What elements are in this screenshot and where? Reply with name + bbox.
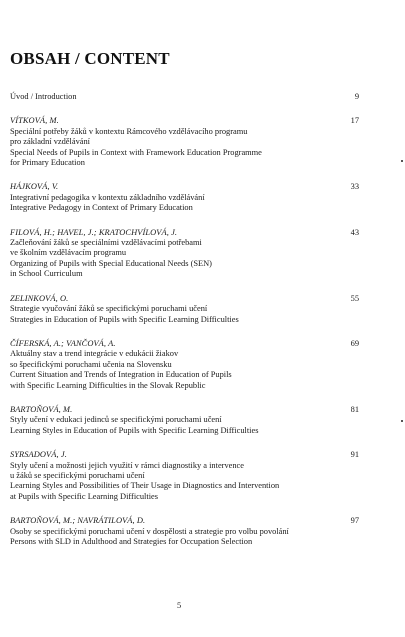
toc-title-line: ve školním vzdělávacím programu: [10, 248, 127, 258]
toc-entry[interactable]: [10, 228, 359, 280]
toc-title-line: Special Needs of Pupils in Context with Framework Education Programme: [10, 147, 262, 157]
toc-title-line: Integrative Pedagogy in Context of Primary Education: [10, 203, 193, 213]
toc-authors: VÍTKOVÁ, M.: [10, 116, 59, 126]
toc-entry[interactable]: [10, 116, 359, 168]
toc-entry[interactable]: [10, 405, 359, 436]
toc-entry[interactable]: [10, 294, 359, 325]
scan-mark: [401, 160, 403, 162]
page-number: 5: [177, 601, 182, 610]
toc-authors: ZELINKOVÁ, O.: [10, 293, 69, 303]
toc-page-number: 55: [350, 293, 359, 303]
toc-authors: FILOVÁ, H.; HAVEL, J.; KRATOCHVÍLOVÁ, J.: [10, 227, 178, 237]
toc-title-line: Začleňování žáků se speciálními vzdělávacími potřebami: [10, 238, 202, 248]
toc-page-number: 17: [350, 116, 359, 126]
toc-title-line: Learning Styles in Education of Pupils with Specific Learning Difficulties: [10, 425, 259, 435]
toc-page-number: 81: [350, 404, 359, 414]
toc-authors: HÁJKOVÁ, V.: [10, 182, 59, 192]
toc-title-line: Current Situation and Trends of Integration in Education of Pupils: [10, 370, 232, 380]
toc-authors: BARTOŇOVÁ, M.: [10, 404, 73, 414]
toc-title-line: Úvod / Introduction: [10, 92, 77, 101]
toc-title-line: Osoby se specifickými poruchami učení v dospělosti a strategie pro volbu povolání: [10, 526, 289, 536]
toc-title-line: Integrativní pedagogika v kontextu základního vzdělávání: [10, 192, 205, 202]
toc-page-number: 69: [350, 338, 359, 348]
toc-title-line: Styly učení a možnosti jejich využití v rámci diagnostiky a intervence: [10, 460, 244, 470]
toc-title-line: Learning Styles and Possibilities of Their Usage in Diagnostics and Intervention: [10, 481, 280, 491]
toc-authors: BARTOŇOVÁ, M.; NAVRÁTILOVÁ, D.: [10, 516, 146, 526]
scan-mark: [401, 420, 403, 422]
toc-title-line: Persons with SLD in Adulthood and Strategies for Occupation Selection: [10, 537, 253, 546]
toc-entry[interactable]: [10, 450, 359, 502]
toc-entry[interactable]: [10, 92, 359, 102]
toc-title-line: at Pupils with Specific Learning Difficulties: [10, 491, 159, 501]
table-of-contents: [10, 92, 359, 547]
toc-page-number: 9: [354, 92, 359, 101]
toc-title-line: Styly učení v edukaci jedinců se specifickými poruchami učení: [10, 415, 222, 425]
toc-title-line: Strategies in Education of Pupils with Specific Learning Difficulties: [10, 314, 239, 324]
toc-page-number: 43: [350, 227, 359, 237]
toc-title-line: so špecifickými poruchami učenia na Slovensku: [10, 359, 172, 369]
toc-title-line: Aktuálny stav a trend integrácie v edukácii žiakov: [10, 349, 179, 359]
toc-entry[interactable]: [10, 339, 359, 391]
toc-authors: SYRSADOVÁ, J.: [10, 450, 67, 460]
toc-title-line: pro základní vzdělávání: [10, 137, 90, 147]
toc-title-line: in School Curriculum: [10, 269, 83, 279]
toc-title-line: with Specific Learning Difficulties in the Slovak Republic: [10, 380, 206, 390]
toc-title-line: Speciální potřeby žáků v kontextu Rámcového vzdělávacího programu: [10, 126, 248, 136]
toc-page-number: 97: [350, 516, 359, 526]
toc-title-line: u žáků se specifickými poruchami učení: [10, 470, 145, 480]
toc-title-line: Strategie vyučování žáků se specifickými poruchami učení: [10, 304, 208, 314]
toc-page-number: 33: [350, 182, 359, 192]
toc-page-number: 91: [350, 450, 359, 460]
toc-title-line: Organizing of Pupils with Special Educational Needs (SEN): [10, 258, 212, 268]
toc-title-line: for Primary Education: [10, 158, 85, 168]
toc-authors: ČÍFERSKÁ, A.; VANČOVÁ, A.: [10, 338, 116, 348]
page-title: OBSAH / CONTENT: [10, 49, 170, 68]
toc-entry[interactable]: [10, 516, 359, 547]
toc-entry[interactable]: [10, 182, 359, 213]
